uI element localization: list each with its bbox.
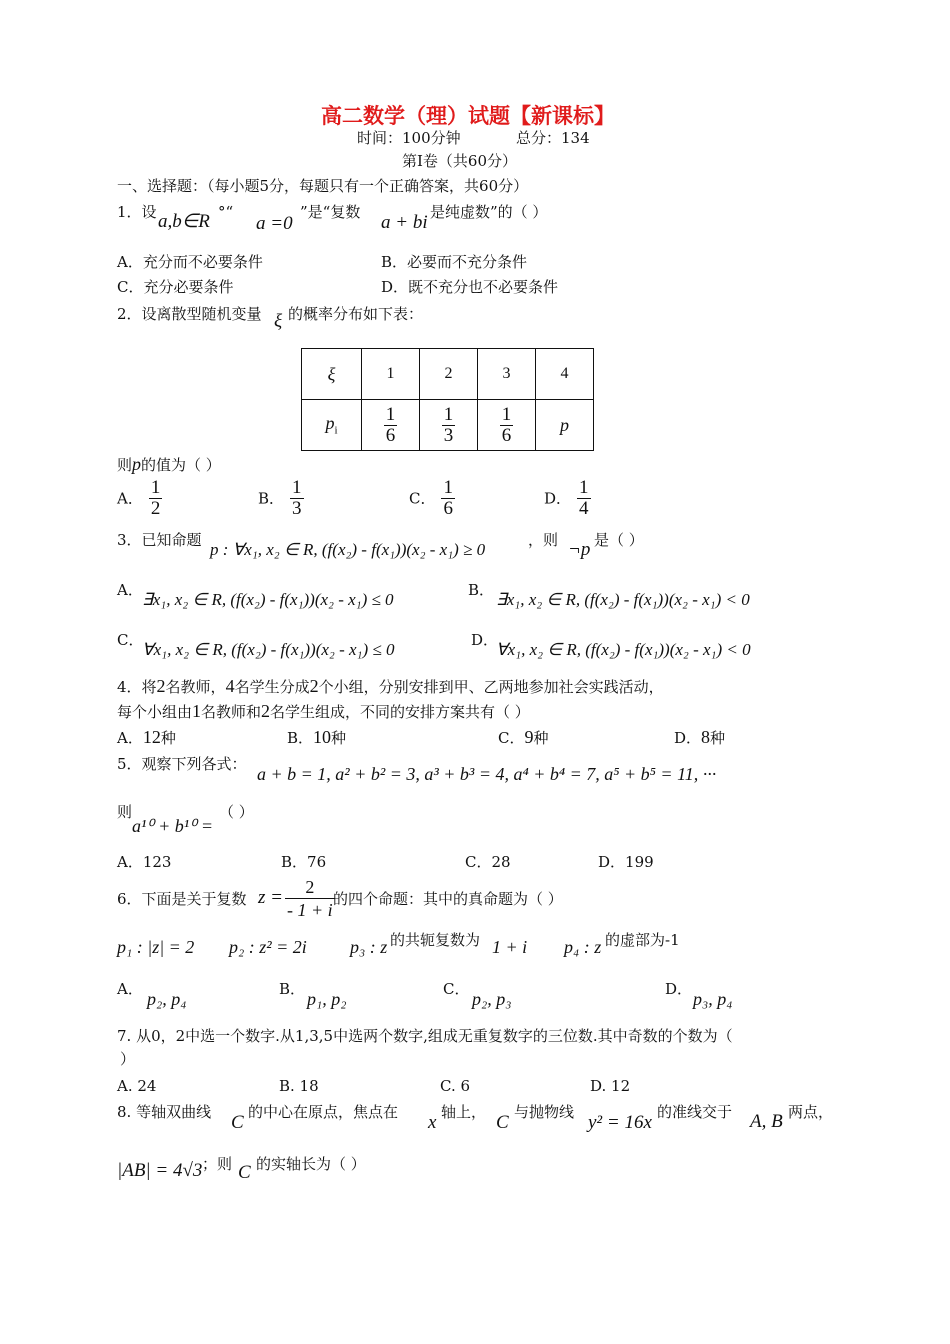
q8-text-a: 8. 等轴双曲线 [117,1103,212,1121]
q2-ask: 则p的值为（ ） [117,454,221,474]
q6-fraction: $\frac{2}{- 1 + i}$ [287,877,333,920]
table-prob-3: $\frac{1}{6}$ [478,400,536,451]
distribution-table [301,348,594,451]
q8-ab: A, B [750,1111,783,1132]
q8-text-c: 轴上， [441,1103,487,1121]
q6-option-b-label: B． [279,980,306,998]
q7-option-b: B. 18 [279,1077,319,1095]
q4-option-c: C．9种 [498,727,549,747]
q4-option-b: B．10种 [287,727,347,747]
q3-option-b: ∃x₁, x₂ ∈ R, (f(x₂) - f(x₁))(x₂ - x₁) < 0 [496,590,750,609]
q6-option-b: p₁, p₂ [307,989,347,1009]
q5-ask: 则 [117,803,133,821]
q8-c3: C [238,1162,251,1183]
q5-prefix: 5．观察下列各式： [117,755,247,773]
q1-expression: a + bi [381,212,428,233]
q1-sets: a,b∈R [158,211,210,232]
table-value-4: 4 [536,349,594,400]
table-value-2: 2 [420,349,478,400]
q4-line1: 4．将2名教师，4名学生分成2个小组，分别安排到甲、乙两地参加社会实践活动， [117,676,664,696]
q1-option-b: B．必要而不充分条件 [381,253,528,271]
q3-negation: ¬p [568,539,591,560]
table-row [302,349,594,400]
table-header-xi: ξ [302,349,362,400]
q8-text-h: 的实轴长为（ ） [256,1155,366,1173]
q6-option-d-label: D． [665,980,693,998]
q8-text-d: 与抛物线 [514,1103,575,1121]
q6-proposition-3-text: 的共轭复数为 [390,931,481,949]
q1-condition: a =0 [256,213,293,234]
q6-proposition-1: p₁ : |z| = 2 [117,937,195,957]
q8-parabola: y² = 16x [588,1112,652,1133]
q8-c2: C [496,1112,509,1133]
q1-mark: °“ [218,203,234,221]
table-value-1: 1 [362,349,420,400]
q8-x: x [428,1112,437,1133]
table-prob-1: $\frac{1}{6}$ [362,400,420,451]
q3-option-b-label: B． [468,581,495,599]
q3-option-d-label: D． [471,631,499,649]
q1-prefix: 1．设 [117,203,157,221]
table-prob-4: p [536,400,594,451]
q8-text-e: 的准线交于 [657,1103,733,1121]
q6-option-c-label: C． [443,980,470,998]
q4-line2: 每个小组由1名教师和2名学生组成，不同的安排方案共有（ ） [117,701,530,721]
q3-option-d: ∀x₁, x₂ ∈ R, (f(x₂) - f(x₁))(x₂ - x₁) < 0 [496,640,751,659]
q5-ask-tail: （ ） [219,803,254,821]
q5-option-c: C．28 [465,853,511,871]
q6-prefix: 6．下面是关于复数 [117,890,247,908]
q7-line2: ） [120,1050,136,1068]
q8-text-b: 的中心在原点，焦点在 [248,1103,399,1121]
table-prob-2: $\frac{1}{3}$ [420,400,478,451]
q7-line1: 7. 从0，2中选一个数字.从1,3,5中选两个数字,组成无重复数字的三位数.其中奇数的个数为（ [117,1027,733,1045]
q3-option-c: ∀x₁, x₂ ∈ R, (f(x₂) - f(x₁))(x₂ - x₁) ≤ 0 [142,640,395,659]
q6-proposition-2: p₂ : z² = 2i [229,937,307,957]
q2-option-c: C． $\frac{1}{6}$ [409,477,453,519]
q6-option-d: p₃, p₄ [693,989,733,1009]
q6-proposition-4: p₄ : z [564,937,602,957]
q6-proposition-4-text: 的虚部为-1 [605,931,680,949]
q3-option-a-label: A． [117,581,143,599]
q2-tail: 的概率分布如下表： [288,305,424,323]
q4-option-d: D．8种 [674,727,726,747]
q5-option-a: A．123 [117,853,172,871]
q1-middle: ”是“复数 [300,203,361,221]
table-header-p: $p_i$ [302,400,362,451]
q5-expression: a + b = 1, a² + b² = 3, a³ + b³ = 4, a⁴ + b⁴ = 7, a⁵ + b⁵ = 11, ··· [257,764,717,784]
q7-option-c: C. 6 [440,1077,471,1095]
q3-statement: p : ∀x₁, x₂ ∈ R, (f(x₂) - f(x₁))(x₂ - x₁) ≥ 0 [210,540,486,559]
q3-option-c-label: C． [117,631,144,649]
table-row [302,400,594,451]
q6-option-c: p₂, p₃ [472,989,512,1009]
volume-title: 第Ⅰ卷（共60分） [402,152,518,170]
q8-c1: C [231,1112,244,1133]
section-heading: 一、选择题：（每小题5分，每题只有一个正确答案，共60分） [117,177,529,195]
q2-variable: ξ [274,311,283,332]
q2-option-a: A． $\frac{1}{2}$ [117,477,161,519]
q3-tail: 是（ ） [594,531,644,549]
q6-option-a: p₂, p₄ [147,989,187,1009]
q5-option-d: D．199 [598,853,654,871]
q6-z: z = [258,887,283,908]
q2-option-b: B． $\frac{1}{3}$ [258,477,302,519]
q6-proposition-3: p₃ : z [350,937,388,957]
q3-option-a: ∃x₁, x₂ ∈ R, (f(x₂) - f(x₁))(x₂ - x₁) ≤ 0 [142,590,394,609]
q1-option-a: A．充分而不必要条件 [117,253,263,271]
q1-option-d: D．既不充分也不必要条件 [381,278,559,296]
q8-abs-ab: |AB| = 4√3 [117,1160,203,1181]
table-value-3: 3 [478,349,536,400]
q7-option-d: D. 12 [590,1077,631,1095]
q1-option-c: C．充分必要条件 [117,278,234,296]
q1-tail: 是纯虚数”的（ ） [430,203,548,221]
q5-ask-expression: a¹⁰ + b¹⁰ = [132,816,214,836]
exam-score: 总分：134 [516,129,590,147]
q5-option-b: B．76 [281,853,327,871]
q2-option-d: D． $\frac{1}{4}$ [544,477,589,519]
exam-time: 时间：100分钟 [357,129,461,147]
q4-option-a: A．12种 [117,727,176,747]
q2-prefix: 2．设离散型随机变量 [117,305,262,323]
q8-text-g: ；则 [202,1155,233,1173]
q3-prefix: 3．已知命题 [117,531,202,549]
q7-option-a: A. 24 [117,1077,157,1095]
q3-middle: ，则 [528,531,559,549]
q6-proposition-3-value: 1 + i [492,937,528,957]
q6-option-a-label: A． [117,980,143,998]
q8-text-f: 两点， [788,1103,834,1121]
q6-tail: 的四个命题：其中的真命题为（ ） [333,890,563,908]
exam-title: 高二数学（理）试题【新课标】 [321,104,615,128]
